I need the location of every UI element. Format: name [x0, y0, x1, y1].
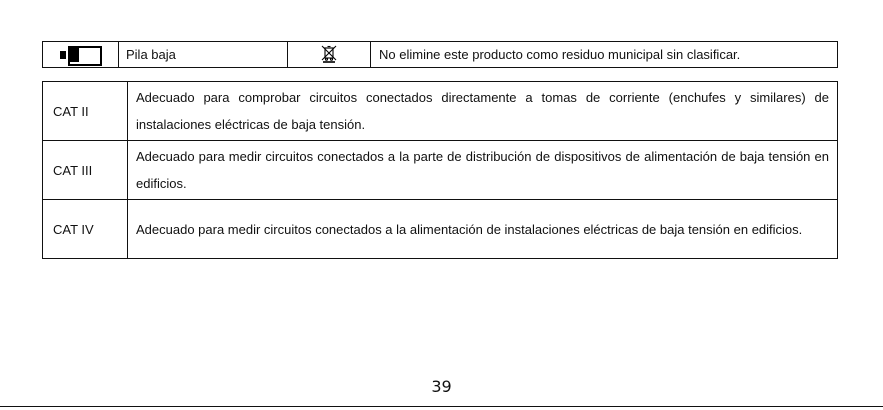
- battery-symbol-cell: [43, 42, 119, 68]
- battery-low-icon: [60, 46, 102, 64]
- weee-label: No elimine este producto como residuo municipal sin clasificar.: [371, 42, 838, 68]
- measurement-category-table: [42, 81, 838, 259]
- category-name: CAT II: [43, 82, 128, 141]
- category-description: Adecuado para medir circuitos conectados a la alimentación de instalaciones eléctricas de baja tensión en edificios.: [128, 200, 838, 259]
- page-number: 39: [431, 377, 452, 396]
- symbols-table: [42, 41, 838, 68]
- category-description: Adecuado para medir circuitos conectados a la parte de distribución de dispositivos de alimentación de baja tensión en edificios.: [128, 141, 838, 200]
- category-name: CAT III: [43, 141, 128, 200]
- symbols-row: [43, 42, 838, 68]
- category-name: CAT IV: [43, 200, 128, 259]
- category-description: Adecuado para comprobar circuitos conectados directamente a tomas de corriente (enchufes y similares) de instalaciones eléctricas de baja tensión.: [128, 82, 838, 141]
- table-row: [43, 141, 838, 200]
- table-row: [43, 82, 838, 141]
- battery-label: Pila baja: [119, 42, 288, 68]
- table-row: [43, 200, 838, 259]
- crossed-out-bin-icon: [319, 43, 339, 63]
- weee-symbol-cell: [288, 42, 371, 68]
- footer-divider: [0, 406, 883, 407]
